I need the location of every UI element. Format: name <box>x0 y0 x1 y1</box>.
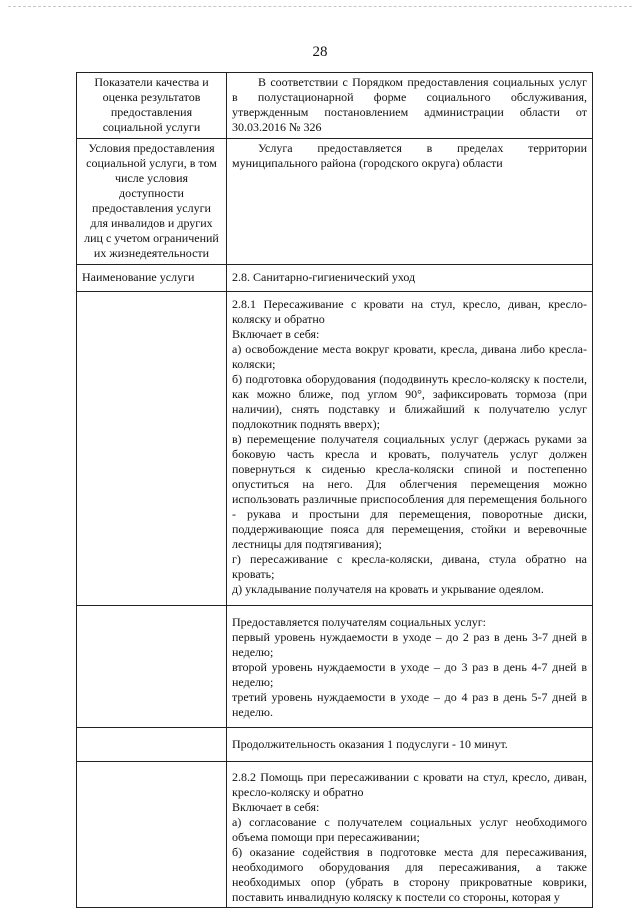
duration-text: Продолжительность оказания 1 подуслуги - 10 минут. <box>227 728 593 762</box>
provision-level-2: второй уровень нуждаемости в уходе – до 3 раз в день 4-7 дней в неделю; <box>232 660 587 689</box>
empty-cell <box>77 762 227 908</box>
empty-cell <box>77 292 227 606</box>
page-number: 28 <box>312 44 328 60</box>
scan-edge-line <box>8 6 632 7</box>
empty-cell <box>77 606 227 728</box>
section-2-8-1-item-b: б) подготовка оборудования (пододвинуть кресло-коляску к постели, как можно ближе, под углом 90°, зафиксировать тормоза (при наличии), снять подставку и ближайший к получателю услуг подлокотник поднять вверх); <box>232 372 587 431</box>
row-value-quality: В соответствии с Порядком предоставления социальных услуг в полустационарной форме социального обслуживания, утвержденным постановлением администрации области от 30.03.2016 № 326 <box>227 73 593 139</box>
section-2-8-1-item-a: а) освобождение места вокруг кровати, кресла, дивана либо кресла-коляски; <box>232 342 587 371</box>
row-label-conditions: Условия предоставления социальной услуги, в том числе условия доступности предоставления услуги для инвалидов и других лиц с учетом ограничений их жизнедеятельности <box>77 139 227 265</box>
services-table <box>76 72 593 908</box>
table-row <box>77 762 593 908</box>
section-2-8-2-title: 2.8.2 Помощь при пересаживании с кровати на стул, кресло, диван, кресло-коляску и обратно <box>232 770 587 799</box>
section-2-8-1 <box>227 292 593 606</box>
row-value-service-name: 2.8. Санитарно-гигиенический уход <box>227 265 593 292</box>
table-row <box>77 139 593 265</box>
table-row <box>77 728 593 762</box>
provision-level-1: первый уровень нуждаемости в уходе – до 2 раз в день 3-7 дней в неделю; <box>232 630 587 659</box>
provision-block <box>227 606 593 728</box>
section-2-8-2-includes: Включает в себя: <box>232 800 320 814</box>
row-label-service-name: Наименование услуги <box>77 265 227 292</box>
table-row <box>77 265 593 292</box>
table-row <box>77 606 593 728</box>
provision-level-3: третий уровень нуждаемости в уходе – до 4 раз в день 5-7 дней в неделю. <box>232 690 587 719</box>
section-2-8-1-item-v: в) перемещение получателя социальных услуг (держась руками за боковую часть кресла и кровать, получатель услуг должен повернуться к сиденью кресла-коляски спиной и постепенно опуститься на него. Для облегчения перемещения можно использовать различные приспособления для перемещения больного - рукава и простыни для перемещения, поворотные диски, поддерживающие пояса для перемещения, стойки и веревочные лестницы для подтягивания); <box>232 432 587 551</box>
table-row <box>77 292 593 606</box>
section-2-8-1-item-g: г) пересаживание с кресла-коляски, дивана, стула обратно на кровать; <box>232 552 587 581</box>
section-2-8-2 <box>227 762 593 908</box>
row-label-quality: Показатели качества и оценка результатов предоставления социальной услуги <box>77 73 227 139</box>
row-value-conditions: Услуга предоставляется в пределах территории муниципального района (городского округа) области <box>227 139 593 265</box>
provision-intro: Предоставляется получателям социальных услуг: <box>232 615 486 629</box>
table-row <box>77 73 593 139</box>
section-2-8-1-title: 2.8.1 Пересаживание с кровати на стул, кресло, диван, кресло-коляску и обратно <box>232 297 587 326</box>
section-2-8-1-includes: Включает в себя: <box>232 327 320 341</box>
section-2-8-2-item-b: б) оказание содействия в подготовке места для пересаживания, необходимого оборудования для пересаживания, а также необходимых опор (убрать в сторону прикроватные коврики, поставить инвалидную коляску к постели со стороны, которая у <box>232 845 587 904</box>
empty-cell <box>77 728 227 762</box>
section-2-8-2-item-a: а) согласование с получателем социальных услуг необходимого объема помощи при пересаживании; <box>232 815 587 844</box>
section-2-8-1-item-d: д) укладывание получателя на кровать и укрывание одеялом. <box>232 582 544 596</box>
